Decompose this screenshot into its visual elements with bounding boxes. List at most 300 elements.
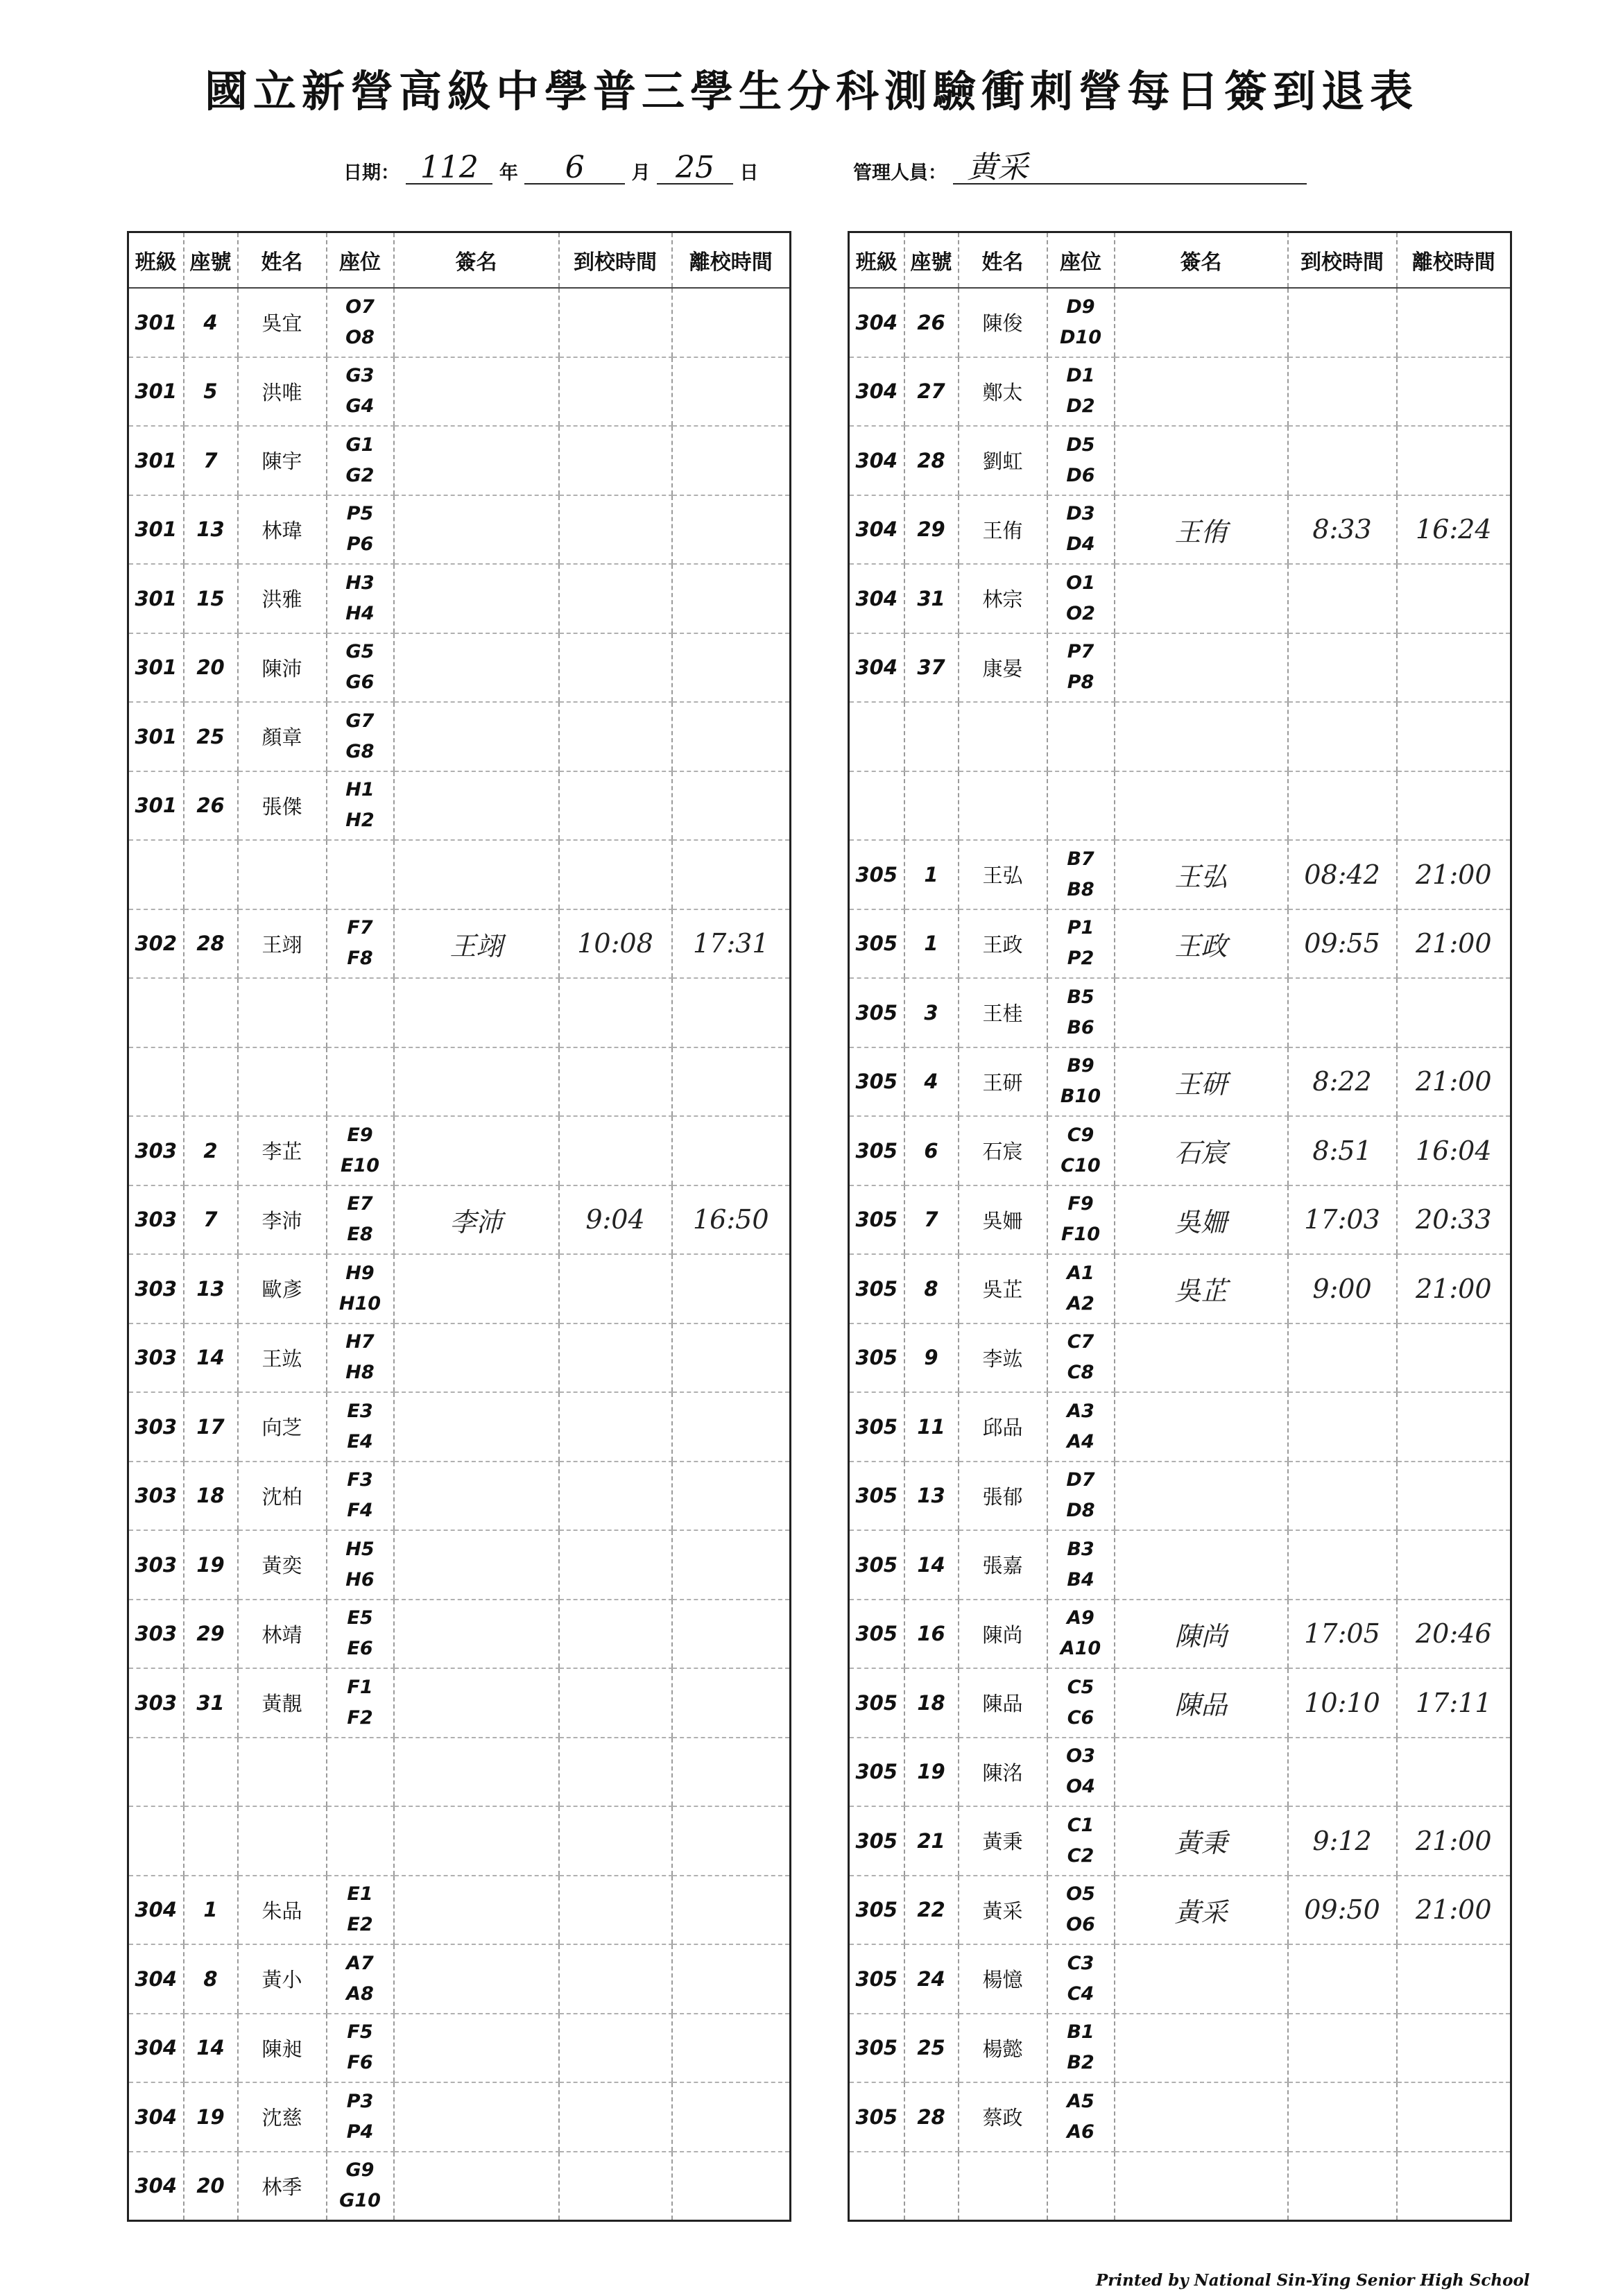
signature-cell[interactable]: 王研 — [1115, 1047, 1288, 1117]
departure-time-cell[interactable] — [1397, 2082, 1511, 2152]
student-name-cell: 張郁 — [959, 1462, 1047, 1531]
signature-cell[interactable] — [394, 1323, 559, 1393]
seat-secondary: D8 — [1066, 1500, 1095, 1522]
arrival-time-cell[interactable] — [559, 1462, 672, 1531]
seat-primary: C1 — [1067, 1814, 1094, 1836]
signature-cell[interactable]: 王翊 — [394, 909, 559, 979]
seat-number-cell: 1 — [904, 909, 959, 979]
student-name-cell: 王政 — [959, 909, 1047, 979]
seat-cell — [1047, 2014, 1115, 2083]
signature-cell[interactable] — [394, 1738, 559, 1807]
signature-cell[interactable] — [394, 978, 559, 1047]
signature-cell[interactable]: 吳芷 — [1115, 1254, 1288, 1323]
seat-secondary: A10 — [1060, 1638, 1101, 1660]
date-line — [343, 150, 759, 185]
arrival-time-cell[interactable] — [1288, 2014, 1397, 2083]
signature-cell[interactable] — [394, 1876, 559, 1945]
signature-cell[interactable]: 王政 — [1115, 909, 1288, 979]
arrival-time-cell[interactable] — [559, 2082, 672, 2152]
departure-time-cell[interactable] — [1397, 1738, 1511, 1807]
departure-time-cell[interactable] — [1397, 2014, 1511, 2083]
arrival-time-cell[interactable] — [559, 1530, 672, 1600]
departure-time-cell[interactable] — [672, 633, 791, 703]
seat-primary: G7 — [345, 710, 375, 732]
departure-time-cell[interactable] — [1397, 633, 1511, 703]
seat-cell — [327, 1668, 394, 1738]
table-row — [849, 1323, 1511, 1393]
seat-number-cell: 24 — [904, 1944, 959, 2014]
signature-cell[interactable] — [394, 1668, 559, 1738]
student-name-cell: 林靖 — [238, 1600, 327, 1669]
student-name-cell: 陳宇 — [238, 426, 327, 495]
seat-number-cell: 27 — [904, 357, 959, 427]
seat-number-cell: 13 — [184, 1254, 238, 1323]
table-row — [849, 1185, 1511, 1255]
departure-time-cell[interactable]: 21:00 — [1397, 1876, 1511, 1945]
table-row — [849, 1462, 1511, 1531]
student-name-cell: 陳品 — [959, 1668, 1047, 1738]
departure-time-cell[interactable] — [672, 840, 791, 909]
departure-time-cell[interactable]: 21:00 — [1397, 1047, 1511, 1117]
signature-cell[interactable] — [394, 495, 559, 565]
arrival-time-cell[interactable]: 09:50 — [1288, 1876, 1397, 1945]
seat-primary: P3 — [346, 2090, 374, 2112]
table-row — [128, 1668, 791, 1738]
table-row — [128, 1806, 791, 1876]
departure-time-cell[interactable] — [672, 1323, 791, 1393]
student-name-cell: 黃靚 — [238, 1668, 327, 1738]
table-row — [128, 909, 791, 979]
signature-cell[interactable] — [394, 1806, 559, 1876]
arrival-time-cell[interactable] — [1288, 357, 1397, 427]
arrival-time-cell[interactable] — [559, 564, 672, 633]
departure-time-cell[interactable]: 21:00 — [1397, 1254, 1511, 1323]
signature-cell[interactable] — [1115, 771, 1288, 841]
arrival-time-cell[interactable]: 09:55 — [1288, 909, 1397, 979]
signature-cell[interactable] — [394, 1047, 559, 1117]
arrival-time-cell[interactable] — [1288, 2152, 1397, 2221]
seat-number-cell: 7 — [904, 1185, 959, 1255]
departure-time-cell[interactable] — [1397, 1323, 1511, 1393]
signature-cell[interactable] — [1115, 1738, 1288, 1807]
departure-time-cell[interactable] — [672, 1254, 791, 1323]
seat-number-cell: 7 — [184, 426, 238, 495]
departure-time-cell[interactable] — [672, 2014, 791, 2083]
arrival-time-cell[interactable]: 9:12 — [1288, 1806, 1397, 1876]
arrival-time-cell[interactable] — [1288, 1944, 1397, 2014]
class-cell: 305 — [849, 1806, 904, 1876]
arrival-time-cell[interactable] — [559, 633, 672, 703]
table-row — [849, 702, 1511, 771]
departure-time-cell[interactable]: 17:31 — [672, 909, 791, 979]
arrival-time-cell[interactable]: 10:10 — [1288, 1668, 1397, 1738]
arrival-time-cell[interactable] — [559, 978, 672, 1047]
signature-cell[interactable] — [1115, 564, 1288, 633]
arrival-time-cell[interactable]: 17:03 — [1288, 1185, 1397, 1255]
departure-time-cell[interactable]: 17:11 — [1397, 1668, 1511, 1738]
seat-primary: O3 — [1066, 1745, 1095, 1767]
arrival-time-cell[interactable] — [1288, 564, 1397, 633]
arrival-time-cell[interactable] — [1288, 1530, 1397, 1600]
class-cell — [128, 1738, 184, 1807]
student-name-cell — [238, 1806, 327, 1876]
departure-time-cell[interactable] — [672, 1668, 791, 1738]
seat-number-cell: 18 — [184, 1462, 238, 1531]
departure-time-cell[interactable] — [672, 1738, 791, 1807]
seat-cell — [1047, 1600, 1115, 1669]
arrival-time-cell[interactable] — [559, 357, 672, 427]
signature-cell[interactable] — [1115, 357, 1288, 427]
student-name-cell: 吳姍 — [959, 1185, 1047, 1255]
table-row — [128, 1185, 791, 1255]
arrival-time-cell[interactable] — [1288, 633, 1397, 703]
arrival-time-cell[interactable] — [1288, 702, 1397, 771]
seat-cell — [1047, 1806, 1115, 1876]
seat-secondary: P6 — [346, 533, 374, 556]
arrival-time-cell[interactable]: 9:04 — [559, 1185, 672, 1255]
departure-time-cell[interactable] — [1397, 771, 1511, 841]
class-cell: 305 — [849, 1047, 904, 1117]
student-name-cell: 黃小 — [238, 1944, 327, 2014]
date-label: 日期： — [343, 162, 400, 184]
signature-cell[interactable]: 石宸 — [1115, 1116, 1288, 1185]
seat-number-cell: 8 — [904, 1254, 959, 1323]
arrival-time-cell[interactable] — [559, 840, 672, 909]
departure-time-cell[interactable] — [672, 771, 791, 841]
arrival-time-cell[interactable] — [1288, 426, 1397, 495]
seat-number-cell — [904, 702, 959, 771]
signature-cell[interactable] — [394, 1116, 559, 1185]
departure-time-cell[interactable] — [672, 564, 791, 633]
date-year-unit: 年 — [499, 162, 518, 184]
date-year-field[interactable]: 112 — [406, 153, 492, 185]
arrival-time-cell[interactable] — [559, 1323, 672, 1393]
seat-number-cell — [904, 771, 959, 841]
class-cell — [849, 702, 904, 771]
class-cell: 305 — [849, 978, 904, 1047]
seat-secondary: H4 — [345, 602, 375, 624]
departure-time-header: 離校時間 — [1397, 232, 1511, 289]
seat-number-cell — [184, 840, 238, 909]
class-cell: 303 — [128, 1254, 184, 1323]
signature-cell[interactable] — [394, 1530, 559, 1600]
signature-cell[interactable] — [1115, 2152, 1288, 2221]
signature-cell[interactable] — [1115, 1944, 1288, 2014]
arrival-time-cell[interactable] — [559, 426, 672, 495]
arrival-time-cell[interactable] — [559, 702, 672, 771]
departure-time-cell[interactable] — [672, 426, 791, 495]
class-cell: 305 — [849, 2082, 904, 2152]
seat-primary: G9 — [345, 2159, 375, 2182]
signature-cell[interactable] — [394, 633, 559, 703]
class-cell: 305 — [849, 840, 904, 909]
arrival-time-cell[interactable] — [559, 1944, 672, 2014]
signature-cell[interactable]: 吳姍 — [1115, 1185, 1288, 1255]
seat-secondary: H2 — [345, 809, 375, 832]
departure-time-cell[interactable]: 16:24 — [1397, 495, 1511, 565]
signature-cell[interactable] — [394, 1600, 559, 1669]
seat-number-cell — [184, 978, 238, 1047]
seat-secondary: O6 — [1066, 1914, 1095, 1936]
departure-time-cell[interactable] — [1397, 564, 1511, 633]
signature-cell[interactable] — [394, 357, 559, 427]
student-name-cell: 顏章 — [238, 702, 327, 771]
signature-cell[interactable] — [394, 2082, 559, 2152]
seat-number-cell — [904, 2152, 959, 2221]
arrival-time-cell[interactable] — [559, 2152, 672, 2221]
departure-time-cell[interactable] — [672, 1530, 791, 1600]
table-row — [128, 978, 791, 1047]
arrival-time-cell[interactable] — [1288, 1323, 1397, 1393]
signature-cell[interactable] — [1115, 1530, 1288, 1600]
departure-time-cell[interactable] — [672, 1876, 791, 1945]
signature-cell[interactable] — [1115, 1323, 1288, 1393]
signature-cell[interactable] — [394, 288, 559, 357]
seat-cell — [327, 1254, 394, 1323]
table-row — [128, 288, 791, 357]
seat-number-cell: 29 — [904, 495, 959, 565]
departure-time-cell[interactable] — [672, 1392, 791, 1462]
arrival-time-cell[interactable] — [559, 771, 672, 841]
seat-cell — [1047, 1462, 1115, 1531]
arrival-time-cell[interactable] — [559, 1392, 672, 1462]
class-cell: 301 — [128, 702, 184, 771]
seat-cell — [327, 495, 394, 565]
seat-cell — [327, 2014, 394, 2083]
departure-time-cell[interactable] — [1397, 702, 1511, 771]
seat-primary: D3 — [1066, 503, 1095, 525]
class-cell: 305 — [849, 1944, 904, 2014]
departure-time-cell[interactable]: 21:00 — [1397, 840, 1511, 909]
signature-cell[interactable] — [1115, 288, 1288, 357]
departure-time-cell[interactable] — [1397, 426, 1511, 495]
seat-primary: O1 — [1066, 572, 1095, 594]
arrival-time-cell[interactable] — [559, 1116, 672, 1185]
signature-cell[interactable]: 王弘 — [1115, 840, 1288, 909]
arrival-time-cell[interactable] — [559, 1254, 672, 1323]
seat-secondary: A6 — [1067, 2121, 1094, 2143]
departure-time-cell[interactable]: 21:00 — [1397, 909, 1511, 979]
arrival-time-cell[interactable] — [559, 1047, 672, 1117]
seat-number-cell: 13 — [904, 1462, 959, 1531]
signature-cell[interactable]: 陳尚 — [1115, 1600, 1288, 1669]
class-cell: 305 — [849, 1462, 904, 1531]
table-row — [128, 1530, 791, 1600]
arrival-time-cell[interactable] — [1288, 771, 1397, 841]
signature-cell[interactable]: 黃秉 — [1115, 1806, 1288, 1876]
seat-number-cell: 26 — [184, 771, 238, 841]
departure-time-cell[interactable] — [672, 495, 791, 565]
seat-number-cell: 19 — [184, 2082, 238, 2152]
date-month-unit: 月 — [631, 162, 651, 184]
departure-time-cell[interactable] — [672, 1806, 791, 1876]
seat-secondary: D2 — [1066, 395, 1095, 418]
class-cell: 305 — [849, 909, 904, 979]
departure-time-cell[interactable] — [672, 1944, 791, 2014]
seat-cell — [327, 909, 394, 979]
signature-cell[interactable]: 李沛 — [394, 1185, 559, 1255]
seat-number-cell: 17 — [184, 1392, 238, 1462]
signature-cell[interactable]: 王侑 — [1115, 495, 1288, 565]
seat-primary: P5 — [346, 503, 374, 525]
arrival-time-cell[interactable] — [559, 1600, 672, 1669]
departure-time-cell[interactable] — [672, 1462, 791, 1531]
class-cell: 304 — [849, 288, 904, 357]
departure-time-cell[interactable] — [672, 1047, 791, 1117]
signature-cell[interactable] — [1115, 2014, 1288, 2083]
seat-secondary: G4 — [345, 395, 375, 418]
departure-time-cell[interactable] — [672, 288, 791, 357]
seat-secondary: G2 — [345, 464, 375, 486]
departure-time-cell[interactable] — [672, 2152, 791, 2221]
seat-secondary: E6 — [347, 1638, 373, 1660]
departure-time-cell[interactable] — [1397, 1462, 1511, 1531]
seat-secondary: H8 — [345, 1362, 375, 1384]
class-cell: 303 — [128, 1392, 184, 1462]
table-row — [128, 1462, 791, 1531]
student-name-cell: 李竑 — [959, 1323, 1047, 1393]
departure-time-cell[interactable] — [672, 357, 791, 427]
signature-cell[interactable] — [394, 771, 559, 841]
arrival-time-cell[interactable] — [559, 288, 672, 357]
departure-time-cell[interactable] — [1397, 1392, 1511, 1462]
signature-cell[interactable]: 黃采 — [1115, 1876, 1288, 1945]
departure-time-cell[interactable] — [672, 702, 791, 771]
signature-cell[interactable] — [394, 564, 559, 633]
signature-cell[interactable] — [394, 702, 559, 771]
seat-cell — [1047, 1876, 1115, 1945]
arrival-time-cell[interactable]: 8:33 — [1288, 495, 1397, 565]
signature-cell[interactable] — [394, 1944, 559, 2014]
signature-cell[interactable] — [394, 2152, 559, 2221]
signature-cell[interactable]: 陳品 — [1115, 1668, 1288, 1738]
seat-primary: C9 — [1067, 1124, 1094, 1146]
departure-time-cell[interactable]: 21:00 — [1397, 1806, 1511, 1876]
seat-secondary: F2 — [347, 1706, 373, 1729]
signature-cell[interactable] — [1115, 1462, 1288, 1531]
table-row — [128, 1600, 791, 1669]
seat-primary: O5 — [1066, 1883, 1095, 1905]
seat-number-cell: 26 — [904, 288, 959, 357]
seat-number-cell — [184, 1738, 238, 1807]
arrival-time-cell[interactable]: 10:08 — [559, 909, 672, 979]
arrival-time-cell[interactable]: 9:00 — [1288, 1254, 1397, 1323]
seat-secondary: C8 — [1067, 1362, 1094, 1384]
arrival-time-cell[interactable] — [559, 495, 672, 565]
arrival-time-cell[interactable] — [1288, 2082, 1397, 2152]
departure-time-cell[interactable] — [1397, 357, 1511, 427]
seat-number-cell: 1 — [904, 840, 959, 909]
table-row — [849, 1944, 1511, 2014]
departure-time-cell[interactable] — [1397, 978, 1511, 1047]
class-cell: 301 — [128, 357, 184, 427]
date-month-field[interactable]: 6 — [524, 153, 625, 185]
student-name-cell: 王翊 — [238, 909, 327, 979]
table-row — [128, 1254, 791, 1323]
seat-primary: G5 — [345, 641, 375, 663]
departure-time-cell[interactable] — [672, 1116, 791, 1185]
seat-cell — [327, 357, 394, 427]
seat-secondary: E10 — [340, 1154, 380, 1176]
seat-secondary: G8 — [345, 740, 375, 762]
departure-time-cell[interactable]: 16:04 — [1397, 1116, 1511, 1185]
arrival-time-cell[interactable] — [1288, 978, 1397, 1047]
class-cell: 305 — [849, 1600, 904, 1669]
seat-secondary: P2 — [1067, 948, 1094, 970]
student-name-cell: 張嘉 — [959, 1530, 1047, 1600]
departure-time-cell[interactable]: 16:50 — [672, 1185, 791, 1255]
signature-cell[interactable] — [394, 2014, 559, 2083]
arrival-time-cell[interactable]: 17:05 — [1288, 1600, 1397, 1669]
table-row — [849, 1392, 1511, 1462]
departure-time-header: 離校時間 — [672, 232, 791, 289]
class-cell — [849, 771, 904, 841]
signature-cell[interactable] — [1115, 1392, 1288, 1462]
departure-time-cell[interactable] — [672, 2082, 791, 2152]
seat-secondary: F6 — [347, 2052, 373, 2074]
departure-time-cell[interactable] — [672, 978, 791, 1047]
signature-cell[interactable] — [394, 1254, 559, 1323]
student-name-cell: 黃奕 — [238, 1530, 327, 1600]
arrival-time-cell[interactable] — [1288, 1738, 1397, 1807]
table-row — [128, 1876, 791, 1945]
seat-cell — [327, 1944, 394, 2014]
manager-field[interactable]: 黄采 — [953, 153, 1307, 185]
seat-number-header: 座號 — [184, 232, 238, 289]
signature-cell[interactable] — [394, 426, 559, 495]
arrival-time-cell[interactable] — [559, 1738, 672, 1807]
seat-cell — [1047, 1047, 1115, 1117]
signature-cell[interactable] — [1115, 426, 1288, 495]
arrival-time-cell[interactable] — [559, 1668, 672, 1738]
arrival-time-cell[interactable]: 8:51 — [1288, 1116, 1397, 1185]
departure-time-cell[interactable] — [672, 1600, 791, 1669]
arrival-time-cell[interactable] — [559, 1876, 672, 1945]
class-cell: 305 — [849, 1876, 904, 1945]
arrival-time-cell[interactable] — [559, 2014, 672, 2083]
departure-time-cell[interactable] — [1397, 1530, 1511, 1600]
departure-time-cell[interactable] — [1397, 2152, 1511, 2221]
signature-cell[interactable] — [1115, 2082, 1288, 2152]
departure-time-cell[interactable] — [1397, 288, 1511, 357]
signature-cell[interactable] — [1115, 702, 1288, 771]
arrival-time-cell[interactable] — [1288, 1392, 1397, 1462]
date-day-field[interactable]: 25 — [657, 153, 733, 185]
class-cell: 304 — [128, 2014, 184, 2083]
arrival-time-cell[interactable] — [1288, 288, 1397, 357]
signature-cell[interactable] — [394, 1462, 559, 1531]
signature-cell[interactable] — [1115, 978, 1288, 1047]
seat-cell — [327, 288, 394, 357]
arrival-time-cell[interactable] — [1288, 1462, 1397, 1531]
seat-number-cell: 22 — [904, 1876, 959, 1945]
signature-cell[interactable] — [394, 840, 559, 909]
class-cell: 305 — [849, 1738, 904, 1807]
table-row — [849, 426, 1511, 495]
departure-time-cell[interactable]: 20:46 — [1397, 1600, 1511, 1669]
table-row — [849, 2014, 1511, 2083]
seat-cell — [1047, 1738, 1115, 1807]
seat-primary: C5 — [1067, 1676, 1094, 1698]
arrival-time-cell[interactable]: 08:42 — [1288, 840, 1397, 909]
signature-cell[interactable] — [394, 1392, 559, 1462]
departure-time-cell[interactable] — [1397, 1944, 1511, 2014]
seat-number-cell: 31 — [184, 1668, 238, 1738]
arrival-time-cell[interactable]: 8:22 — [1288, 1047, 1397, 1117]
signature-cell[interactable] — [1115, 633, 1288, 703]
departure-time-cell[interactable]: 20:33 — [1397, 1185, 1511, 1255]
arrival-time-cell[interactable] — [559, 1806, 672, 1876]
